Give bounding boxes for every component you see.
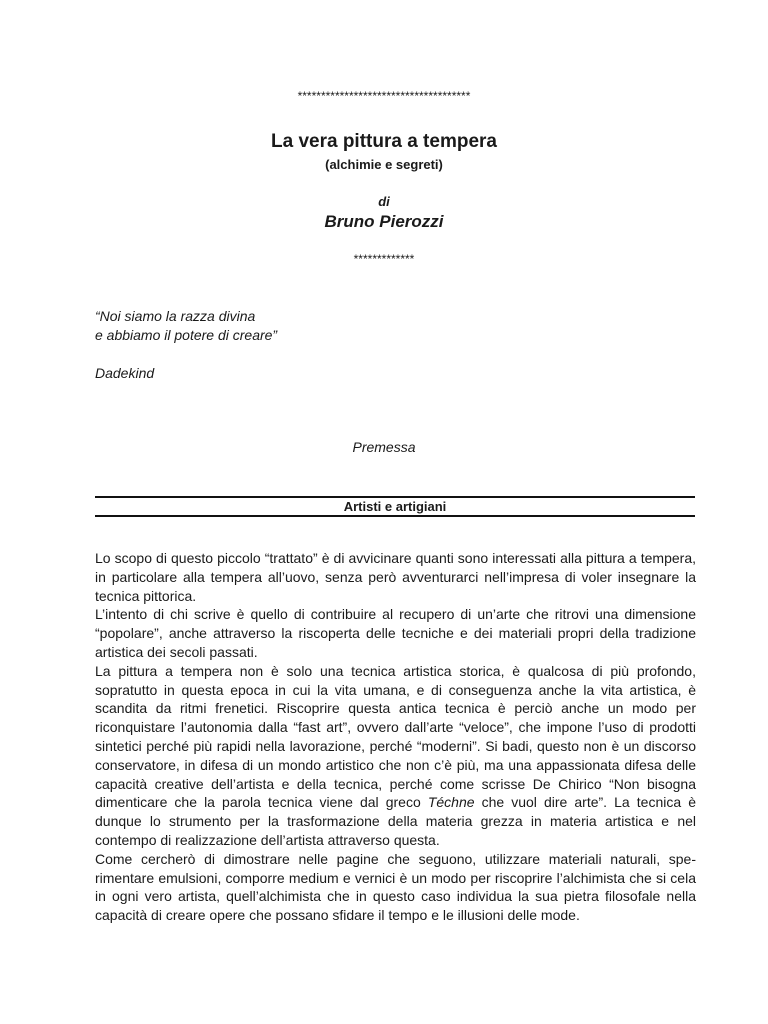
body-paragraph-1: Lo scopo di questo piccolo “trattato” è di avvicinare quanti sono interessati alla pittura a tempera, in particolare alla tempera all’uovo, senza però avventurarci nell’impresa di voler insegnare la tecnica pittorica. [95,550,696,604]
body-paragraph-3-part-a: La pittura a tempera non è solo una tecnica artistica storica, è qualcosa di più profondo, sopratutto in questa epoca in cui la vita umana, e di conseguenza anche la vita artistica, è scandita da ritmi frenetici. Riscoprire questa antica tecnica è perciò anche un modo per riconquistare l’autonomia dalla “fast art”, ovvero dall’arte “veloce”, che impone l’uso di prodotti sintetici perché più rapidi nella lavorazione, perché “moderni”. Si badi, questo non è un discorso conservatore, in difesa di un mondo artistico che non c’è più, ma una appassionata difesa delle capacità creative dell’artista e della tecnica, perché come scrisse De Chirico “Non bisogna dimenticare che la parola tecnica viene dal greco [95,662,696,811]
decorative-stars-separator: ************* [353,252,415,266]
section-header-box [95,496,695,517]
author-name: Bruno Pierozzi [324,212,444,231]
section-title: Artisti e artigiani [343,499,447,514]
body-paragraph-3-part-b: che vuol dire arte”. La tecnica è dunque lo strumento per la trasformazione della materia grezza in materia artistica e nel contempo di realizzazione dell’artista attraverso questa. [95,794,696,848]
body-paragraph-3 [95,662,696,850]
byline-di: di [378,194,390,209]
body-text [95,549,696,925]
body-paragraph-2: L’intento di chi scrive è quello di contribuire al recupero di un’arte che ritrovi una dimensione “popolare”, anche attraverso la riscoperta delle tecniche e dei materiali propri della tradizione artistica dei secoli passati. [95,606,696,660]
epigraph-line-1: “Noi siamo la razza divina [95,308,256,324]
premessa-heading: Premessa [352,439,416,455]
epigraph-line-2: e abbiamo il potere di creare” [95,327,278,343]
epigraph-quote [95,307,277,345]
body-paragraph-3-italic-word: Téchne [427,794,475,811]
document-subtitle: (alchimie e segreti) [325,157,443,172]
decorative-stars-top: ************************************* [297,89,471,103]
document-title: La vera pittura a tempera [271,131,497,152]
body-paragraph-4: Come cercherò di dimostrare nelle pagine che seguono, utilizzare materiali naturali, sperimentare emulsioni, comporre medium e vernici è un modo per riscoprire l’alchimista che si cela in ogni vero artista, quell’alchimista che in questo caso individua la sua pietra filosofale nella capacità di creare opere che possano sfidare il tempo e le illusioni delle mode. [95,850,696,924]
epigraph-author: Dadekind [95,365,155,381]
